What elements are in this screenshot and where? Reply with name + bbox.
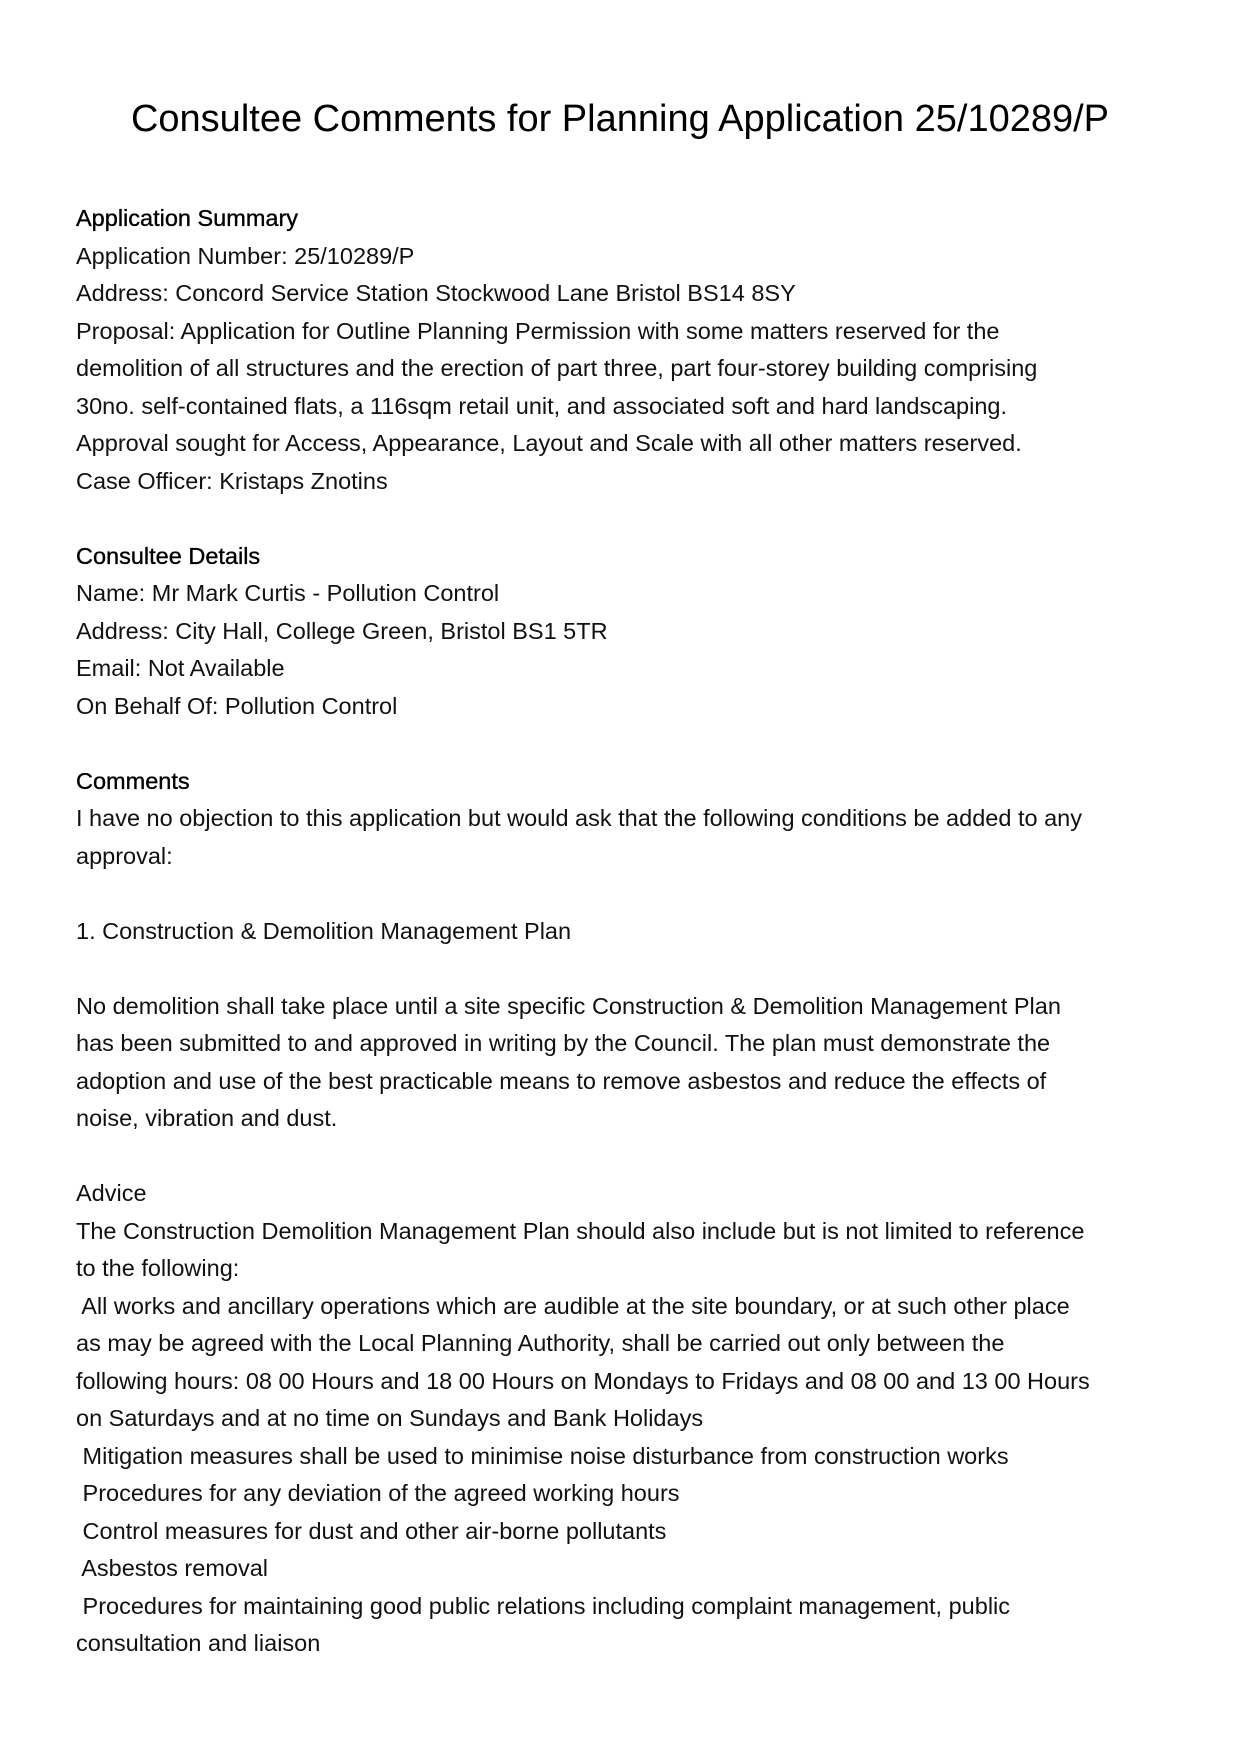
advice-line: Procedures for maintaining good public relations including complaint management, public	[76, 1592, 1011, 1619]
comments-section	[76, 763, 1176, 1663]
advice-line: All works and ancillary operations which are audible at the site boundary, or at such other place	[76, 1292, 1070, 1319]
application-summary-section	[76, 200, 1176, 500]
application-address: Address: Concord Service Station Stockwood Lane Bristol BS14 8SY	[76, 280, 796, 306]
advice-line: Procedures for any deviation of the agreed working hours	[76, 1480, 680, 1506]
condition-text-line: No demolition shall take place until a site specific Construction & Demolition Management Plan	[76, 992, 1061, 1019]
advice-line: on Saturdays and at no time on Sundays and Bank Holidays	[76, 1405, 704, 1431]
consultee-email: Email: Not Available	[76, 655, 285, 681]
advice-line: Asbestos removal	[76, 1555, 269, 1581]
proposal-line: Approval sought for Access, Appearance, Layout and Scale with all other matters reserved.	[76, 430, 1022, 456]
paragraph-spacer	[76, 875, 1176, 913]
advice-label: Advice	[76, 1180, 147, 1206]
consultee-details-section	[76, 538, 1176, 726]
paragraph-spacer	[76, 1138, 1176, 1176]
advice-line: Mitigation measures shall be used to minimise noise disturbance from construction works	[76, 1442, 1009, 1469]
advice-line: Control measures for dust and other air-borne pollutants	[76, 1517, 667, 1544]
proposal-line: 30no. self-contained flats, a 116sqm retail unit, and associated soft and hard landscaping.	[76, 392, 1008, 419]
advice-line: as may be agreed with the Local Planning Authority, shall be carried out only between the	[76, 1330, 1005, 1356]
case-officer: Case Officer: Kristaps Znotins	[76, 467, 388, 494]
page-title: Consultee Comments for Planning Application 25/10289/P	[130, 98, 1110, 140]
advice-line: to the following:	[76, 1255, 240, 1281]
advice-line: following hours: 08 00 Hours and 18 00 Hours on Mondays to Fridays and 08 00 and 13 00 Hours	[76, 1367, 1090, 1394]
consultee-on-behalf-of: On Behalf Of: Pollution Control	[76, 692, 398, 719]
section-spacer	[76, 725, 1176, 763]
proposal-line: demolition of all structures and the erection of part three, part four-storey building comprising	[76, 355, 1038, 381]
comments-intro-line: approval:	[76, 842, 173, 869]
condition-title: 1. Construction & Demolition Management Plan	[76, 917, 572, 944]
consultee-details-heading: Consultee Details	[76, 542, 261, 569]
condition-text-line: adoption and use of the best practicable means to remove asbestos and reduce the effects of	[76, 1067, 1047, 1094]
paragraph-spacer	[76, 950, 1176, 988]
condition-text-line: noise, vibration and dust.	[76, 1105, 338, 1131]
comments-intro-line: I have no objection to this application but would ask that the following conditions be added to any	[76, 805, 1082, 831]
application-summary-heading: Application Summary	[76, 205, 299, 231]
proposal-line: Proposal: Application for Outline Planning Permission with some matters reserved for the	[76, 317, 1000, 344]
advice-line: consultation and liaison	[76, 1630, 321, 1656]
consultee-address: Address: City Hall, College Green, Bristol BS1 5TR	[76, 617, 608, 644]
document-body	[76, 200, 1176, 1663]
consultee-name: Name: Mr Mark Curtis - Pollution Control	[76, 580, 500, 606]
condition-text-line: has been submitted to and approved in writing by the Council. The plan must demonstrate the	[76, 1030, 1051, 1056]
application-number: Application Number: 25/10289/P	[76, 242, 415, 269]
comments-heading: Comments	[76, 767, 190, 794]
advice-line: The Construction Demolition Management Plan should also include but is not limited to reference	[76, 1217, 1085, 1244]
section-spacer	[76, 500, 1176, 538]
